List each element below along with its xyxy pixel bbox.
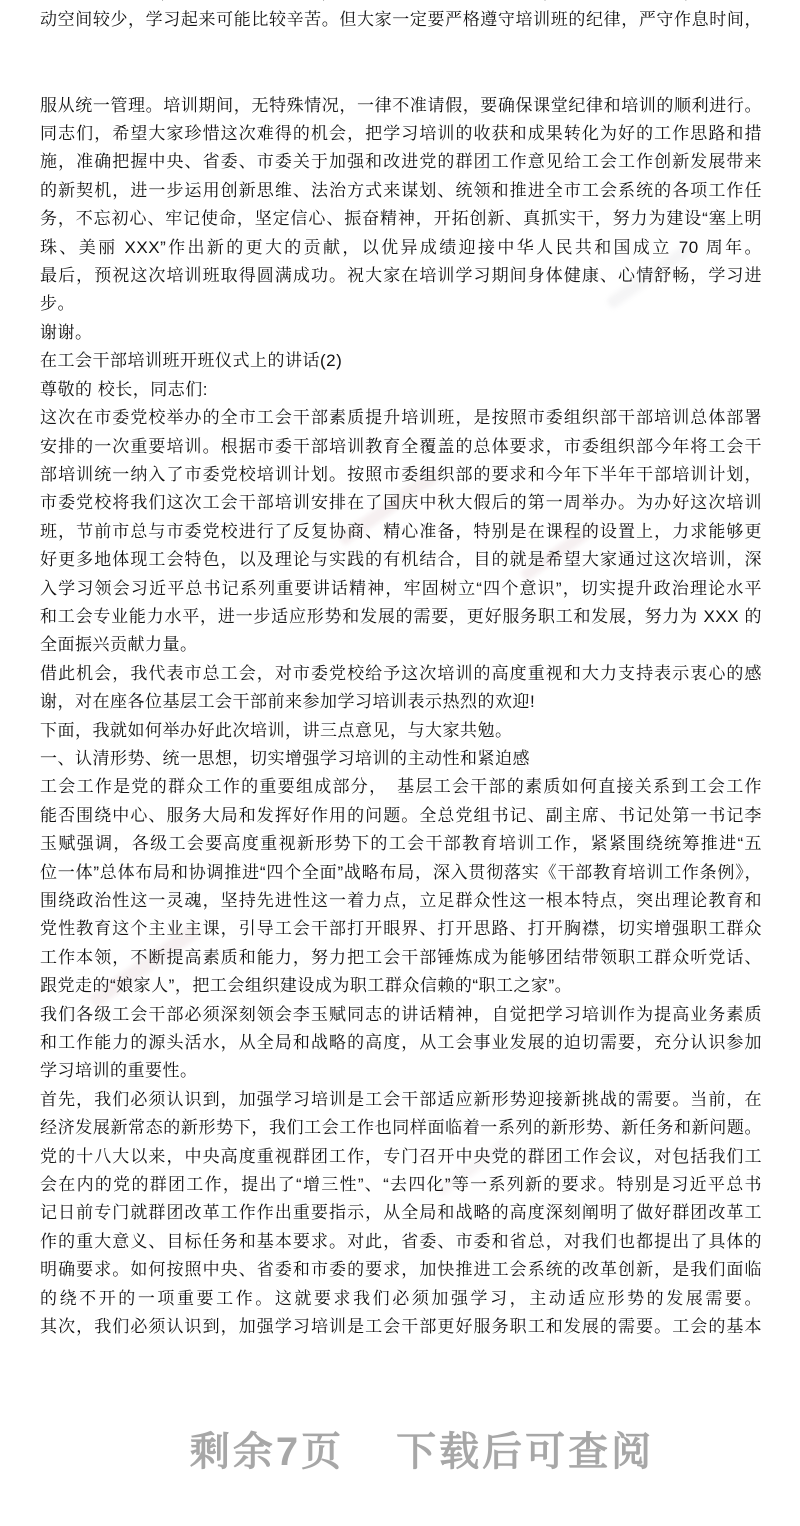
text-line: 谢，对在座各位基层工会干部前来参加学习培训表示热烈的欢迎! bbox=[40, 692, 536, 712]
text-line: 经济发展新常态的新形势下，我们工会工作也同样面临着一系列的新形势、新任务和新问题。 bbox=[40, 1118, 762, 1138]
text-line bbox=[40, 63, 762, 91]
text-line: 这次在市委党校举办的全市工会干部素质提升培训班，是按照市委组织部干部培训总体部署 bbox=[40, 408, 762, 428]
text-line: 步。 bbox=[40, 294, 75, 314]
text-line: 下面，我就如何举办好此次培训，讲三点意见，与大家共勉。 bbox=[40, 720, 513, 740]
text-line: 玉赋强调，各级工会要高度重视新形势下的工会干部教育培训工作，紧紧围绕统筹推进“五 bbox=[40, 834, 762, 854]
text-line: 围绕政治性这一灵魂，坚持先进性这一着力点，立足群众性这一根本特点，突出理论教育和 bbox=[40, 891, 762, 910]
text-line: 好更多地体现工会特色，以及理论与实践的有机结合，目的就是希望大家通过这次培训，深 bbox=[40, 550, 762, 570]
text-line: 其次，我们必须认识到，加强学习培训是工会干部更好服务职工和发展的需要。工会的基本 bbox=[40, 1317, 762, 1337]
text-line: 谢谢。 bbox=[40, 322, 93, 342]
text-line: 务，不忘初心、牢记使命，坚定信心、振奋精神，开拓创新、真抓实干，努力为建设“塞上明 bbox=[40, 209, 762, 229]
text-line: 安排的一次重要培训。根据市委干部培训教育全覆盖的总体要求，市委组织部今年将工会干 bbox=[40, 436, 762, 456]
text-line: 记日前专门就群团改革工作作出重要指示，从全局和战略的高度深刻阐明了做好群团改革工 bbox=[40, 1203, 762, 1223]
text-line: 全面振兴贡献力量。 bbox=[40, 635, 198, 655]
text-line: 的新契机，进一步运用创新思维、法治方式来谋划、统领和推进全市工会系统的各项工作任 bbox=[40, 180, 762, 200]
text-line: 在工会干部培训班开班仪式上的讲话(2) bbox=[40, 351, 343, 371]
text-line bbox=[40, 35, 762, 63]
text-line: 首先，我们必须认识到，加强学习培训是工会干部适应新形势迎接新挑战的需要。当前，在 bbox=[40, 1089, 762, 1109]
text-line: 珠、美丽 XXX”作出新的更大的贡献，以优异成绩迎接中华人民共和国成立 70 周年。 bbox=[40, 237, 762, 257]
text-line: 市委党校将我们这次工会干部培训安排在了国庆中秋大假后的第一周举办。为办好这次培训 bbox=[40, 493, 762, 513]
text-line: 作的重大意义、目标任务和基本要求。对此，省委、市委和省总，对我们也都提出了具体的 bbox=[40, 1231, 762, 1251]
text-line: 和工作能力的源头活水，从全局和战略的高度，从工会事业发展的迫切需要，充分认识参加 bbox=[40, 1033, 762, 1053]
text-line: 工作本领，不断提高素质和能力，努力把工会干部锤炼成为能够团结带领职工群众听党话、 bbox=[40, 947, 762, 967]
text-line: 党性教育这个主业主课，引导工会干部打开眼界、打开思路、打开胸襟，切实增强职工群众 bbox=[40, 919, 762, 939]
text-line: 的绕不开的一项重要工作。这就要求我们必须加强学习，主动适应形势的发展需要。 bbox=[40, 1288, 762, 1308]
document-lines bbox=[40, 0, 762, 1342]
download-to-view-label: 下载后可查阅 bbox=[396, 1430, 655, 1474]
text-line: 会在内的党的群团工作，提出了“增三性”、“去四化”等一系列新的要求。特别是习近平总书 bbox=[40, 1175, 762, 1195]
text-line: 服从统一管理。培训期间，无特殊情况，一律不准请假，要确保课堂纪律和培训的顺利进行。 bbox=[40, 95, 762, 115]
text-line: 跟党走的“娘家人”，把工会组织建设成为职工群众信赖的“职工之家”。 bbox=[40, 976, 573, 996]
text-line: 尊敬的 校长，同志们: bbox=[40, 379, 208, 399]
text-line: 我们各级工会干部必须深刻领会李玉赋同志的讲话精神，自觉把学习培训作为提高业务素质 bbox=[40, 1004, 762, 1024]
text-line: 动空间较少，学习起来可能比较辛苦。但大家一定要严格遵守培训班的纪律，严守作息时间， bbox=[40, 10, 762, 30]
text-line: 明确要求。如何按照中央、省委和市委的要求，加快推进工会系统的改革创新，是我们面临 bbox=[40, 1260, 762, 1280]
text-line: 能否围绕中心、服务大局和发挥好作用的问题。全总党组书记、副主席、书记处第一书记李 bbox=[40, 805, 762, 825]
remaining-pages-label: 剩余7页 bbox=[189, 1430, 345, 1474]
text-line: 位一体”总体布局和协调推进“四个全面”战略布局，深入贯彻落实《干部教育培训工作条例》， bbox=[40, 862, 762, 882]
remaining-pages-banner bbox=[0, 1420, 800, 1477]
text-line: 班，节前市总与市委党校进行了反复协商、精心准备，特别是在课程的设置上，力求能够更 bbox=[40, 521, 762, 541]
text-line: 一、认清形势、统一思想，切实增强学习培训的主动性和紧迫感 bbox=[40, 748, 530, 768]
text-line: 党的十八大以来，中央高度重视群团工作，专门召开中央党的群团工作会议，对包括我们工 bbox=[40, 1146, 762, 1166]
text-line: 和工会专业能力水平，进一步适应形势和发展的需要，更好服务职工和发展，努力为 XXX 的 bbox=[40, 606, 762, 626]
text-line: 部培训统一纳入了市委党校培训计划。按照市委组织部的要求和今年下半年干部培训计划， bbox=[40, 464, 762, 484]
text-line: 入学习领会习近平总书记系列重要讲话精神，牢固树立“四个意识”，切实提升政治理论水平 bbox=[40, 578, 762, 598]
text-line: 工会工作是党的群众工作的重要组成部分， 基层工会干部的素质如何直接关系到工会工作 bbox=[40, 777, 762, 797]
text-line: 施，准确把握中央、省委、市委关于加强和改进党的群团工作意见给工会工作创新发展带来 bbox=[40, 152, 762, 172]
text-line: 最后，预祝这次培训班取得圆满成功。祝大家在培训学习期间身体健康、心情舒畅，学习进 bbox=[40, 266, 762, 286]
text-line: 同志们，希望大家珍惜这次难得的机会，把学习培训的收获和成果转化为好的工作思路和措 bbox=[40, 124, 762, 144]
text-line: 借此机会，我代表市总工会，对市委党校给予这次培训的高度重视和大力支持表示衷心的感 bbox=[40, 663, 762, 683]
text-line: 学习培训的重要性。 bbox=[40, 1061, 198, 1081]
